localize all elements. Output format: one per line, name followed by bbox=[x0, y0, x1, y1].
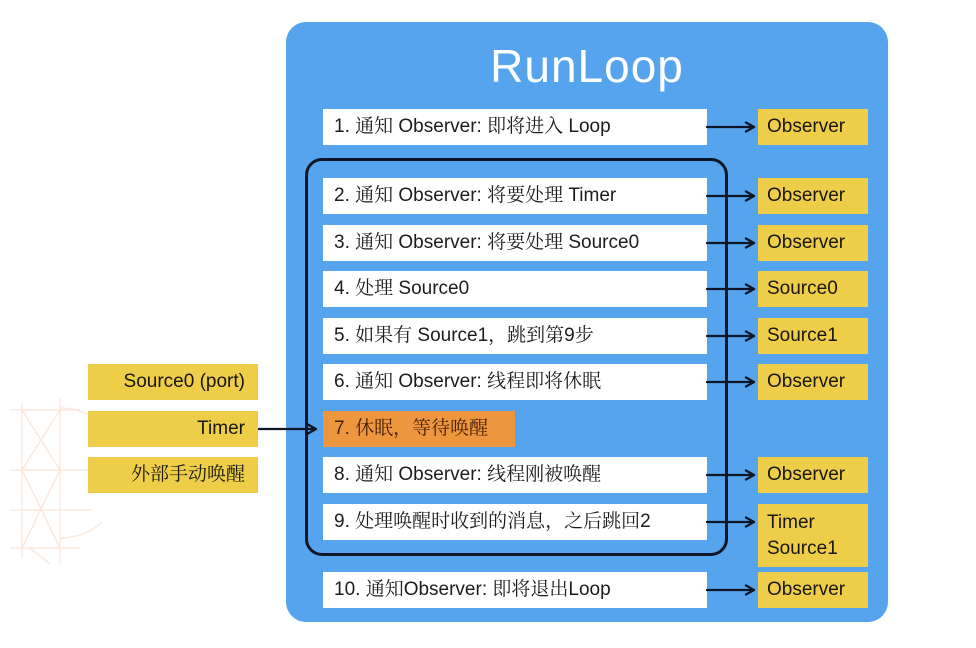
wake-source-timer: Timer bbox=[88, 411, 258, 447]
step-1-box: 1. 通知 Observer: 即将进入 Loop bbox=[323, 109, 707, 145]
step-6-box: 6. 通知 Observer: 线程即将休眠 bbox=[323, 364, 707, 400]
arrow-step-6-icon bbox=[706, 375, 758, 389]
arrow-timer-to-step-7-icon bbox=[258, 422, 322, 436]
arrow-step-4-icon bbox=[706, 282, 758, 296]
loop-body-outline bbox=[305, 158, 728, 556]
target-observer-step-8: Observer bbox=[758, 457, 868, 493]
step-8-box: 8. 通知 Observer: 线程刚被唤醒 bbox=[323, 457, 707, 493]
target-line-source1: Source1 bbox=[767, 537, 838, 559]
target-observer-step-1: Observer bbox=[758, 109, 868, 145]
arrow-step-2-icon bbox=[706, 189, 758, 203]
target-source0-step-4: Source0 bbox=[758, 271, 868, 307]
arrow-step-5-icon bbox=[706, 329, 758, 343]
target-observer-step-3: Observer bbox=[758, 225, 868, 261]
target-observer-step-10: Observer bbox=[758, 572, 868, 608]
arrow-step-10-icon bbox=[706, 583, 758, 597]
wake-source-source0-port: Source0 (port) bbox=[88, 364, 258, 400]
target-observer-step-6: Observer bbox=[758, 364, 868, 400]
step-7-sleep-box: 7. 休眠，等待唤醒 bbox=[323, 411, 515, 447]
diagram-title: RunLoop bbox=[490, 40, 684, 92]
arrow-step-3-icon bbox=[706, 236, 758, 250]
step-4-box: 4. 处理 Source0 bbox=[323, 271, 707, 307]
wake-source-manual-wake: 外部手动唤醒 bbox=[88, 457, 258, 493]
arrow-step-8-icon bbox=[706, 468, 758, 482]
target-timer-source1-step-9 bbox=[758, 504, 868, 567]
arrow-step-9-icon bbox=[706, 515, 758, 529]
step-9-box: 9. 处理唤醒时收到的消息，之后跳回2 bbox=[323, 504, 707, 540]
step-10-box: 10. 通知Observer: 即将退出Loop bbox=[323, 572, 707, 608]
target-source1-step-5: Source1 bbox=[758, 318, 868, 354]
step-5-box: 5. 如果有 Source1，跳到第9步 bbox=[323, 318, 707, 354]
target-line-timer: Timer bbox=[767, 511, 815, 533]
step-2-box: 2. 通知 Observer: 将要处理 Timer bbox=[323, 178, 707, 214]
target-observer-step-2: Observer bbox=[758, 178, 868, 214]
step-3-box: 3. 通知 Observer: 将要处理 Source0 bbox=[323, 225, 707, 261]
arrow-step-1-icon bbox=[706, 120, 758, 134]
